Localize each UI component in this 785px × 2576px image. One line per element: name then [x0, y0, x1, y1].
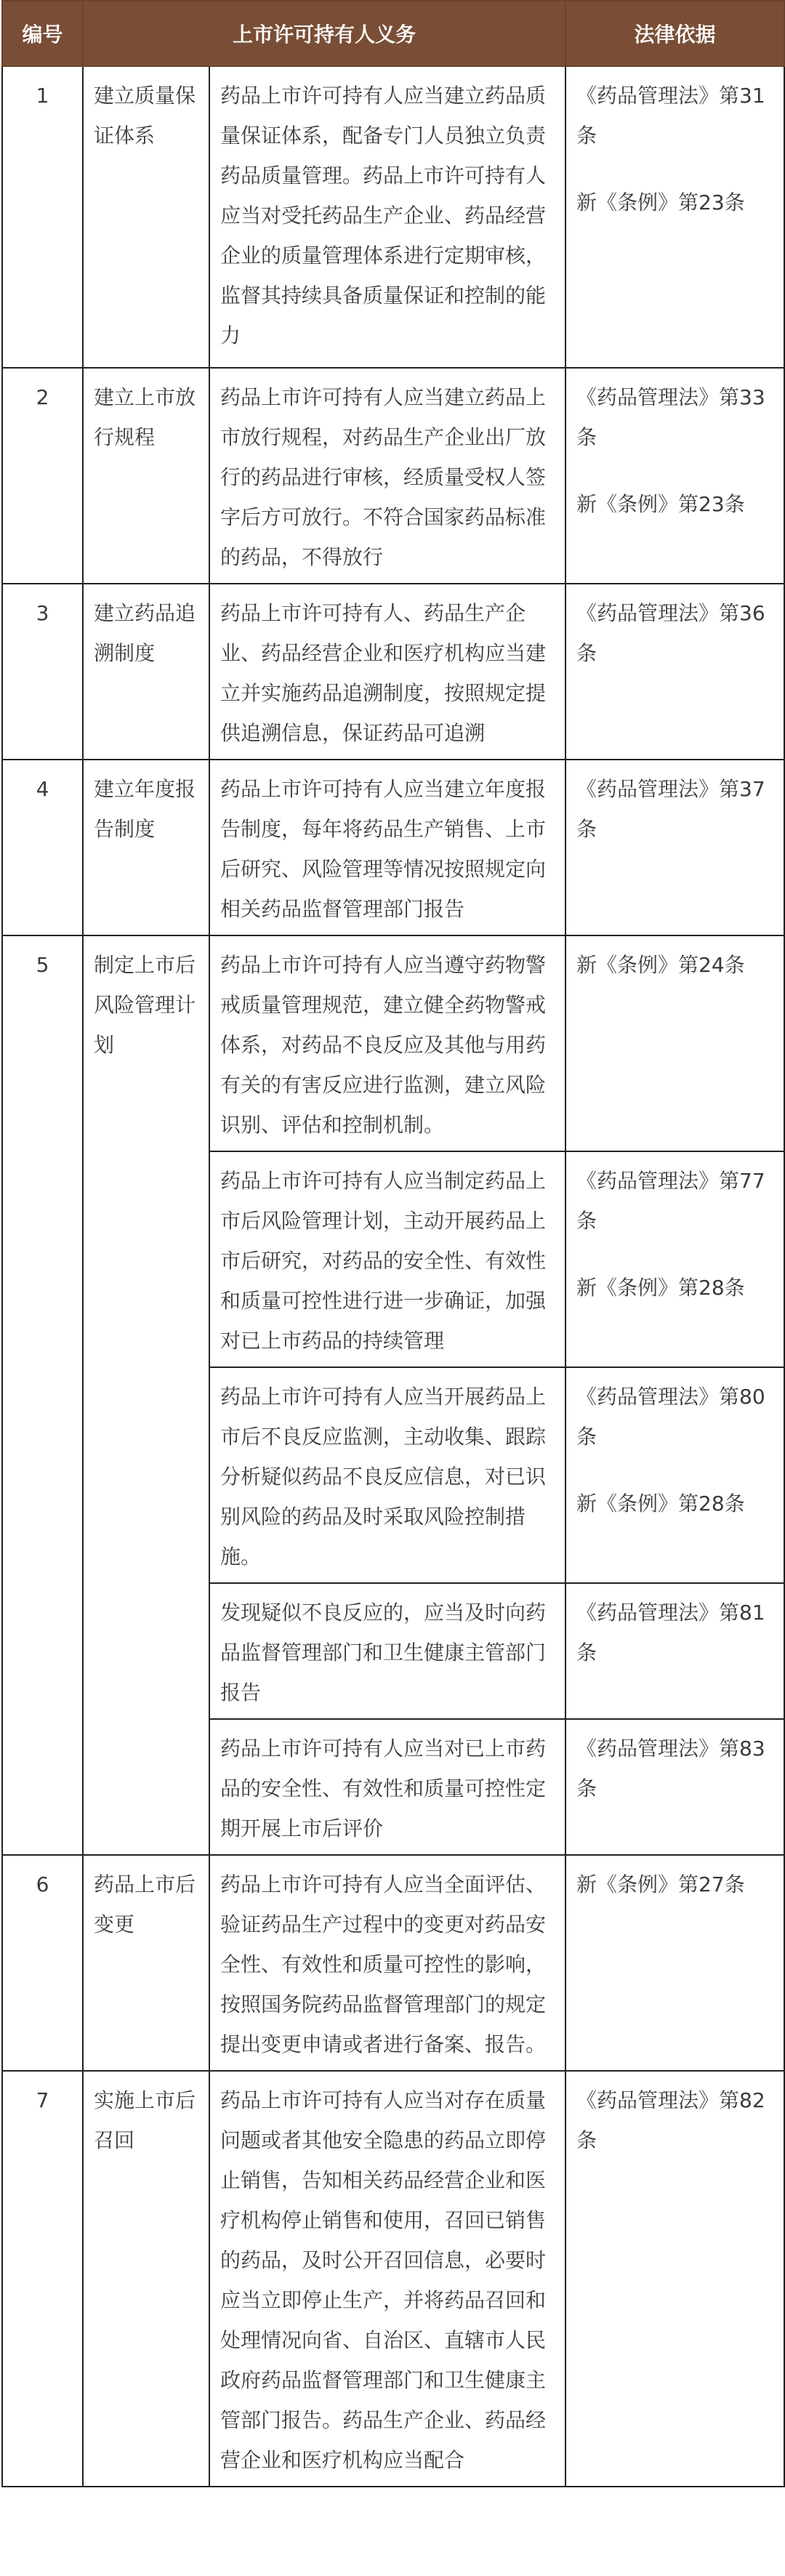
obligation-detail: 药品上市许可持有人应当遵守药物警戒质量管理规范，建立健全药物警戒体系，对药品不良反应及其他与用药有关的有害反应进行监测，建立风险识别、评估和控制机制。	[209, 935, 565, 1151]
obligation-detail: 发现疑似不良反应的，应当及时向药品监督管理部门和卫生健康主管部门报告	[209, 1583, 565, 1719]
basis-citation: 新《条例》第24条	[576, 953, 745, 977]
basis-citation: 《药品管理法》第83条	[576, 1736, 765, 1800]
row-number: 3	[2, 584, 83, 760]
obligation-detail: 药品上市许可持有人、药品生产企业、药品经营企业和医疗机构应当建立并实施药品追溯制度，按照规定提供追溯信息，保证药品可追溯	[209, 584, 565, 760]
obligation-item: 建立上市放行规程	[83, 368, 209, 584]
basis-citation: 新《条例》第23条	[576, 190, 745, 214]
row-number: 6	[2, 1855, 83, 2071]
basis-citation: 《药品管理法》第31条	[576, 84, 765, 148]
obligations-table	[1, 0, 785, 2487]
row-number: 4	[2, 760, 83, 935]
basis-citation: 《药品管理法》第77条	[576, 1169, 765, 1233]
basis-spacer	[576, 457, 773, 484]
table-row	[2, 760, 784, 935]
obligation-detail: 药品上市许可持有人应当全面评估、验证药品生产过程中的变更对药品安全性、有效性和质量可控性的影响，按照国务院药品监督管理部门的规定提出变更申请或者进行备案、报告。	[209, 1855, 565, 2071]
header-basis: 法律依据	[565, 1, 784, 66]
obligation-item: 制定上市后风险管理计划	[83, 935, 209, 1855]
table-row	[2, 935, 784, 1151]
obligation-detail: 药品上市许可持有人应当建立年度报告制度，每年将药品生产销售、上市后研究、风险管理等情况按照规定向相关药品监督管理部门报告	[209, 760, 565, 935]
obligation-detail: 药品上市许可持有人应当制定药品上市后风险管理计划，主动开展药品上市后研究，对药品的安全性、有效性和质量可控性进行进一步确证，加强对已上市药品的持续管理	[209, 1151, 565, 1367]
basis-citation: 《药品管理法》第37条	[576, 777, 765, 841]
legal-basis	[565, 1719, 784, 1855]
basis-citation: 《药品管理法》第36条	[576, 601, 765, 665]
basis-spacer	[576, 156, 773, 182]
basis-citation: 《药品管理法》第82条	[576, 2088, 765, 2152]
table-row	[2, 368, 784, 584]
row-number: 7	[2, 2071, 83, 2487]
table-row	[2, 66, 784, 368]
legal-basis	[565, 760, 784, 935]
legal-basis	[565, 1151, 784, 1367]
legal-basis	[565, 368, 784, 584]
basis-citation: 新《条例》第27条	[576, 1872, 745, 1896]
obligation-item: 实施上市后召回	[83, 2071, 209, 2487]
obligation-detail: 药品上市许可持有人应当建立药品质量保证体系，配备专门人员独立负责药品质量管理。药品上市许可持有人应当对受托药品生产企业、药品经营企业的质量管理体系进行定期审核，监督其持续具备质量保证和控制的能力	[209, 66, 565, 368]
obligation-item: 建立年度报告制度	[83, 760, 209, 935]
basis-spacer	[576, 1241, 773, 1268]
legal-basis	[565, 66, 784, 368]
obligation-detail: 药品上市许可持有人应当建立药品上市放行规程，对药品生产企业出厂放行的药品进行审核，经质量受权人签字后方可放行。不符合国家药品标准的药品，不得放行	[209, 368, 565, 584]
basis-citation: 新《条例》第28条	[576, 1492, 745, 1516]
basis-citation: 《药品管理法》第80条	[576, 1385, 765, 1449]
table-row	[2, 1855, 784, 2071]
row-number: 5	[2, 935, 83, 1855]
legal-basis	[565, 584, 784, 760]
legal-basis	[565, 935, 784, 1151]
header-id: 编号	[2, 1, 83, 66]
header-obligation: 上市许可持有人义务	[83, 1, 565, 66]
row-number: 1	[2, 66, 83, 368]
table-header-row	[2, 1, 784, 66]
obligation-item: 建立药品追溯制度	[83, 584, 209, 760]
basis-citation: 新《条例》第28条	[576, 1276, 745, 1300]
basis-spacer	[576, 1457, 773, 1484]
legal-basis	[565, 1583, 784, 1719]
obligation-item: 建立质量保证体系	[83, 66, 209, 368]
obligation-item: 药品上市后变更	[83, 1855, 209, 2071]
obligation-detail: 药品上市许可持有人应当对存在质量问题或者其他安全隐患的药品立即停止销售，告知相关药品经营企业和医疗机构停止销售和使用，召回已销售的药品，及时公开召回信息，必要时应当立即停止生产，并将药品召回和处理情况向省、自治区、直辖市人民政府药品监督管理部门和卫生健康主管部门报告。药品生产企业、药品经营企业和医疗机构应当配合	[209, 2071, 565, 2487]
legal-basis	[565, 1855, 784, 2071]
row-number: 2	[2, 368, 83, 584]
table-body	[2, 66, 784, 2487]
basis-citation: 《药品管理法》第81条	[576, 1601, 765, 1665]
basis-citation: 《药品管理法》第33条	[576, 385, 765, 449]
obligation-detail: 药品上市许可持有人应当开展药品上市后不良反应监测，主动收集、跟踪分析疑似药品不良反应信息，对已识别风险的药品及时采取风险控制措施。	[209, 1367, 565, 1583]
legal-basis	[565, 1367, 784, 1583]
table-row	[2, 584, 784, 760]
table-row	[2, 2071, 784, 2487]
basis-citation: 新《条例》第23条	[576, 492, 745, 516]
legal-basis	[565, 2071, 784, 2487]
obligation-detail: 药品上市许可持有人应当对已上市药品的安全性、有效性和质量可控性定期开展上市后评价	[209, 1719, 565, 1855]
